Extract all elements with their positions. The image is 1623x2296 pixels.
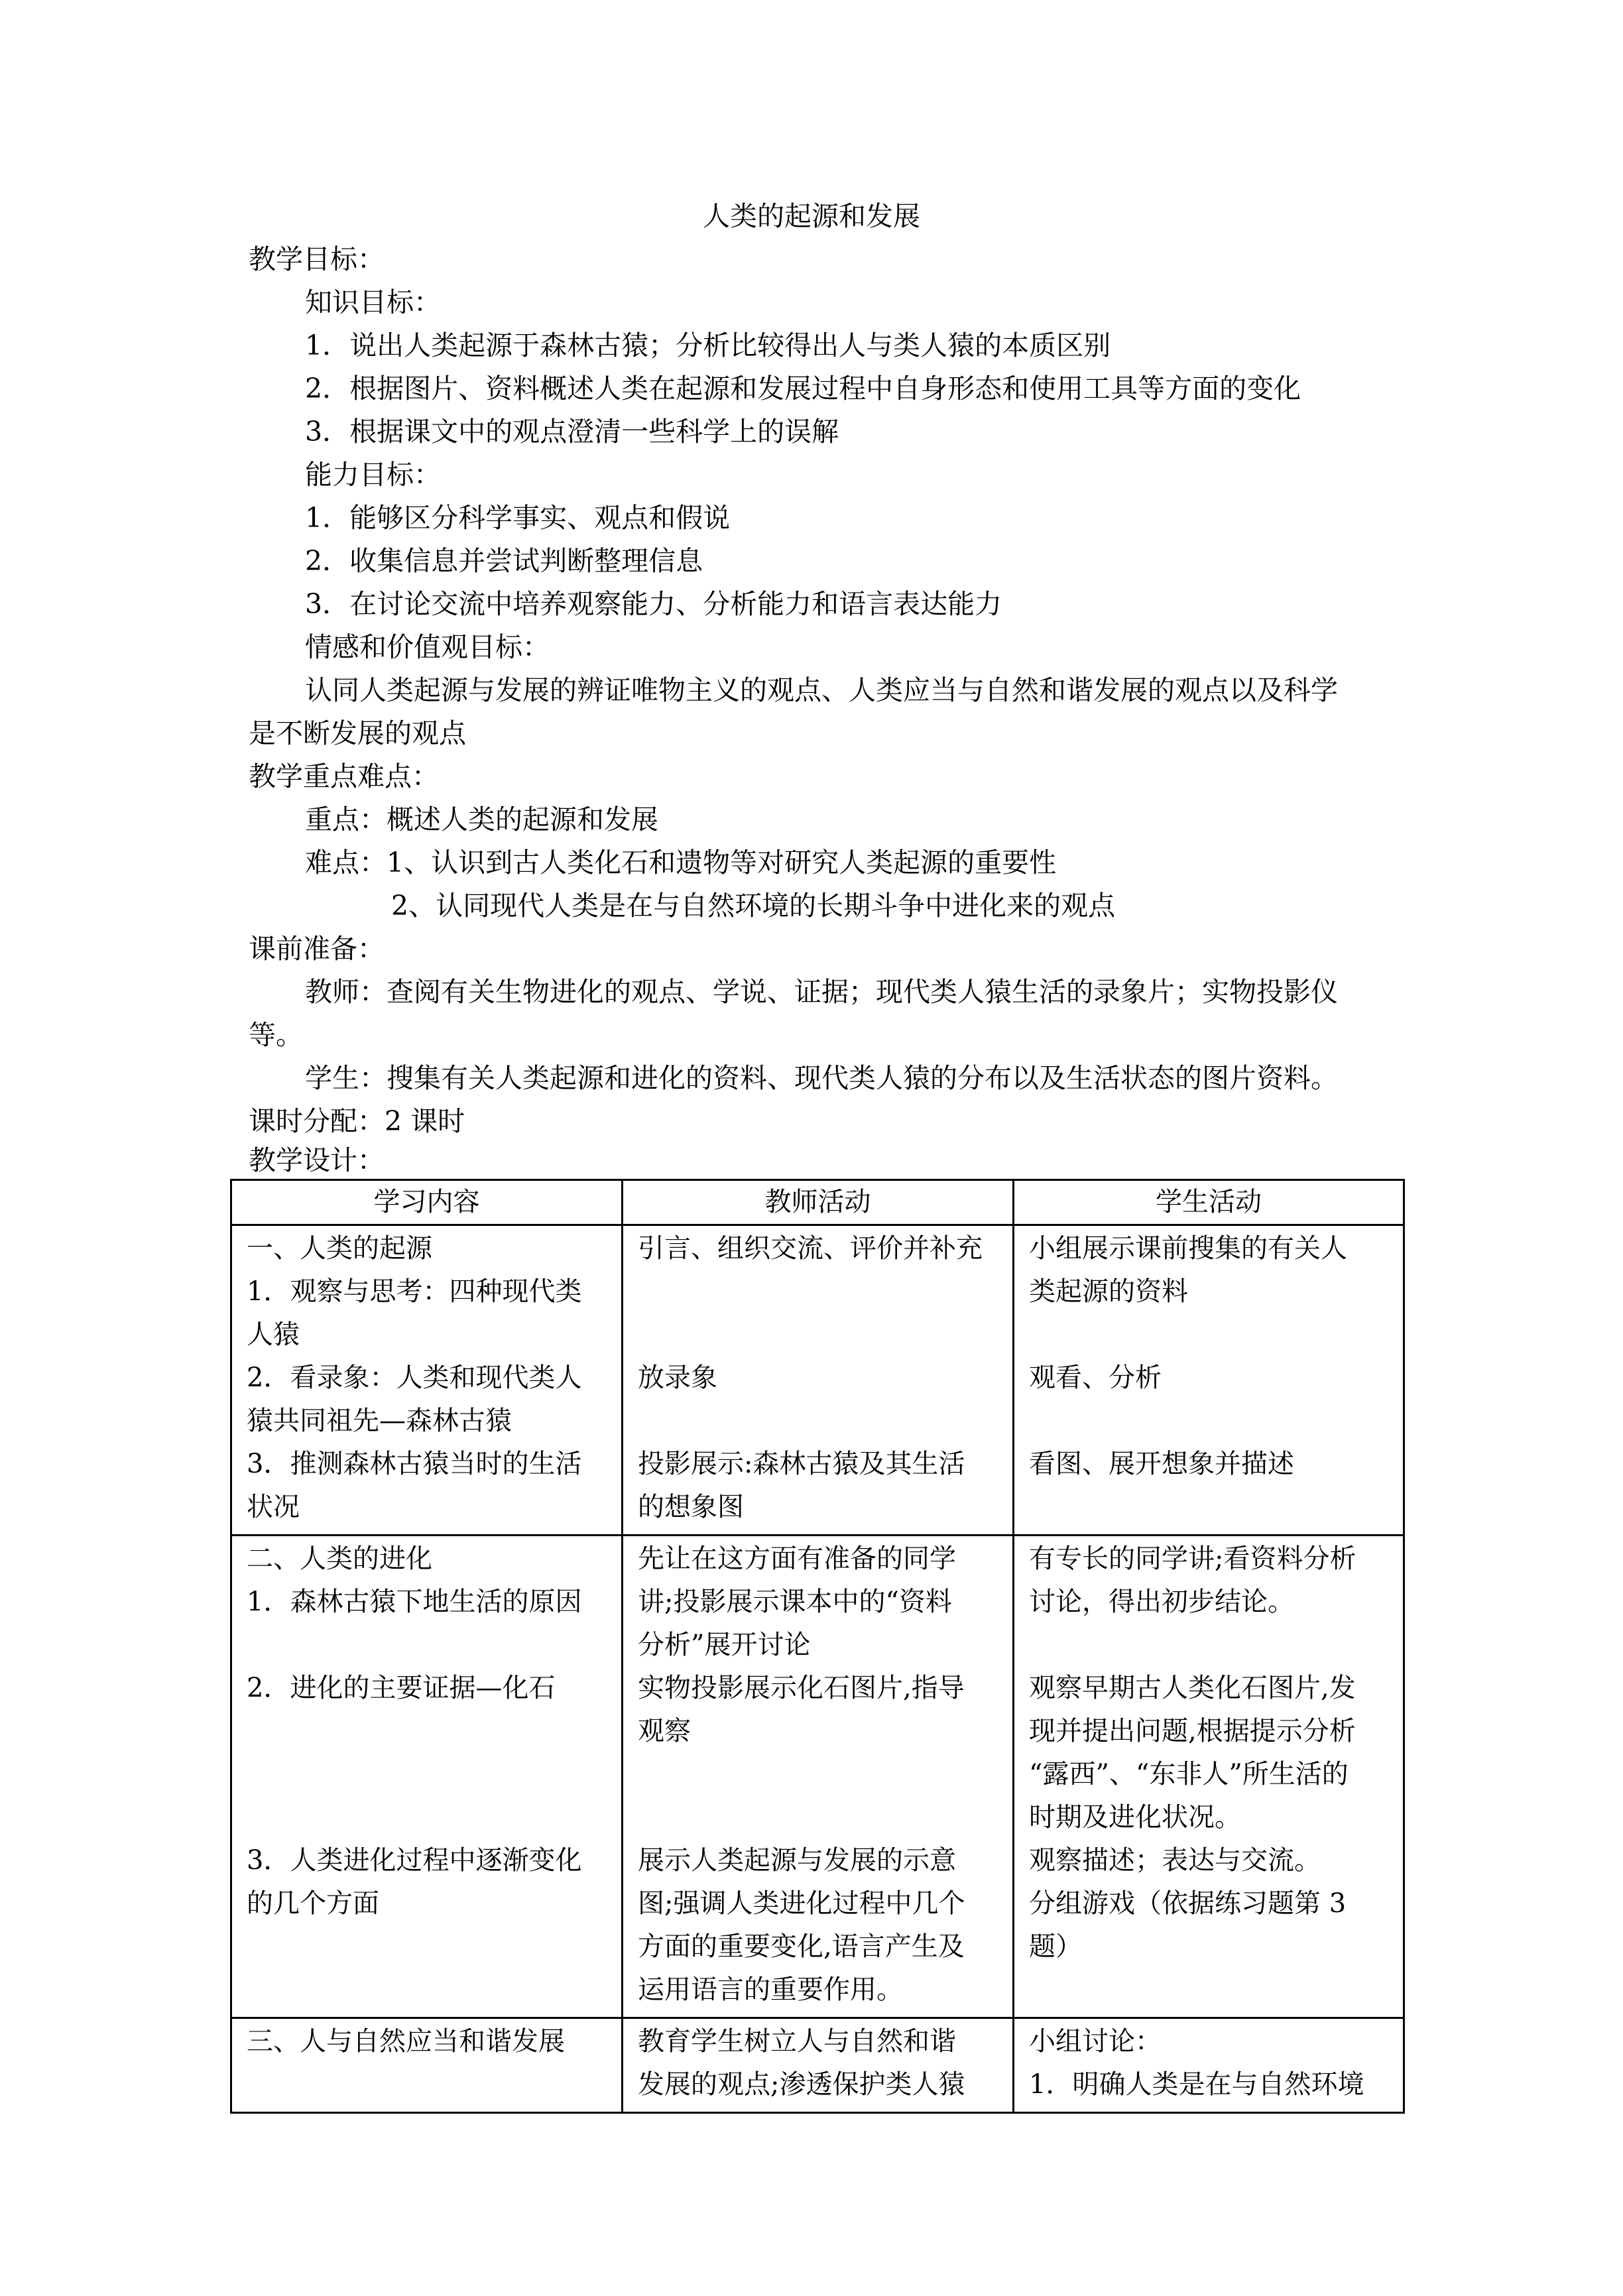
knowledge-item-2: 2．根据图片、资料概述人类在起源和发展过程中自身形态和使用工具等方面的变化 [305,373,1301,404]
cell-content [231,1536,623,2018]
header-student: 学生活动 [1014,1180,1404,1225]
document-title: 人类的起源和发展 [703,200,920,232]
schedule: 课时分配：2 课时 [249,1105,465,1137]
ability-heading: 能力目标： [305,459,441,491]
cell-student [1014,1225,1404,1536]
ability-item-3: 3．在讨论交流中培养观察能力、分析能力和语言表达能力 [305,588,1002,620]
cell-text-line [247,2063,607,2106]
cell-text-line: 猿共同祖先—森林古猿 [247,1406,512,1436]
cell-text-line [638,1796,998,1839]
cell-text-line: 先让在这方面有准备的同学 [638,1543,956,1574]
table-header-row [231,1180,1404,1225]
cell-text-line: 人猿 [247,1319,300,1350]
cell-text-line: 观察描述；表达与交流。 [1029,1845,1321,1876]
table-row [231,1536,1404,2018]
table-row [231,1225,1404,1536]
keypoints-heading: 教学重点难点： [249,760,439,792]
cell-text-line: 放录象 [638,1362,717,1393]
ability-item-1: 1．能够区分科学事实、观点和假说 [305,502,731,534]
knowledge-item-1: 1．说出人类起源于森林古猿；分析比较得出人与类人猿的本质区别 [305,330,1111,361]
cell-text-line: 3．人类进化过程中逐渐变化 [247,1845,582,1876]
cell-text-line: 观察早期古人类化石图片,发 [1029,1673,1356,1703]
cell-content [231,2018,623,2113]
cell-text-line: 现并提出问题,根据提示分析 [1029,1716,1356,1746]
cell-text-line: 有专长的同学讲;看资料分析 [1029,1543,1356,1574]
cell-text-line: 2．看录象：人类和现代类人 [247,1362,582,1393]
cell-text-line [247,1925,607,1968]
cell-text-line: 实物投影展示化石图片,指导 [638,1673,965,1703]
cell-text-line: 方面的重要变化,语言产生及 [638,1931,965,1962]
keypoint-difficulty-1: 难点：1、认识到古人类化石和遗物等对研究人类起源的重要性 [305,847,1057,878]
emotion-text-line1: 认同人类起源与发展的辨证唯物主义的观点、人类应当与自然和谐发展的观点以及科学 [305,674,1338,706]
cell-text-line: 讲;投影展示课本中的“资料 [638,1587,952,1617]
cell-text-line [1029,1313,1388,1357]
cell-text-line: 小组展示课前搜集的有关人 [1029,1233,1347,1264]
objectives-heading: 教学目标： [249,243,385,275]
cell-content [231,1225,623,1536]
cell-text-line [638,1313,998,1357]
cell-text-line: 1．明确人类是在与自然环境 [1029,2069,1364,2100]
knowledge-item-3: 3．根据课文中的观点澄清一些科学上的误解 [305,416,839,448]
cell-text-line: 观察 [638,1716,691,1746]
cell-text-line: 教育学生树立人与自然和谐 [638,2026,956,2057]
cell-text-line: 图;强调人类进化过程中几个 [638,1888,965,1919]
cell-text-line: 观看、分析 [1029,1362,1162,1393]
cell-text-line [638,1400,998,1443]
cell-text-line: 二、人类的进化 [247,1543,432,1574]
cell-text-line [638,1270,998,1313]
cell-text-line: 分组游戏（依据练习题第 3 [1029,1888,1347,1919]
cell-teacher [623,1225,1014,1536]
table-row [231,2018,1404,2113]
cell-text-line: 展示人类起源与发展的示意 [638,1845,956,1876]
cell-text-line [1029,1400,1388,1443]
cell-text-line [1029,1968,1388,2012]
cell-student [1014,1536,1404,2018]
cell-text-line: 投影展示:森林古猿及其生活 [638,1449,965,1479]
cell-text-line [638,1753,998,1796]
cell-text-line: 2．进化的主要证据—化石 [247,1673,556,1703]
preparation-teacher-line1: 教师：查阅有关生物进化的观点、学说、证据；现代类人猿生活的录象片；实物投影仪 [305,976,1338,1008]
cell-text-line: 引言、组织交流、评价并补充 [638,1233,983,1264]
cell-text-line [1029,1624,1388,1667]
cell-text-line [247,1624,607,1667]
cell-text-line: 三、人与自然应当和谐发展 [247,2026,565,2057]
cell-text-line: 状况 [247,1492,300,1522]
cell-text-line: 发展的观点;渗透保护类人猿 [638,2069,965,2100]
emotion-heading: 情感和价值观目标： [305,631,550,663]
cell-text-line: 分析”展开讨论 [638,1630,811,1660]
cell-text-line [247,1753,607,1796]
cell-text-line: 1．观察与思考：四种现代类 [247,1276,582,1307]
preparation-teacher-line2: 等。 [249,1019,303,1051]
cell-text-line: 题） [1029,1931,1082,1962]
header-content: 学习内容 [231,1180,623,1225]
cell-text-line: 类起源的资料 [1029,1276,1188,1307]
cell-text-line: 讨论，得出初步结论。 [1029,1587,1294,1617]
preparation-heading: 课前准备： [249,933,385,965]
cell-text-line: 看图、展开想象并描述 [1029,1449,1294,1479]
cell-text-line: 一、人类的起源 [247,1233,432,1264]
design-table [230,1179,1405,2114]
cell-student [1014,2018,1404,2113]
cell-text-line: 的想象图 [638,1492,744,1522]
cell-text-line: 时期及进化状况。 [1029,1802,1241,1833]
cell-text-line: 3．推测森林古猿当时的生活 [247,1449,582,1479]
knowledge-heading: 知识目标： [305,286,441,318]
cell-text-line: 小组讨论： [1029,2026,1162,2057]
preparation-student: 学生：搜集有关人类起源和进化的资料、现代类人猿的分布以及生活状态的图片资料。 [305,1062,1338,1094]
emotion-text-line2: 是不断发展的观点 [249,717,466,749]
header-teacher: 教师活动 [623,1180,1014,1225]
cell-text-line [1029,1486,1388,1529]
cell-text-line [247,1968,607,2012]
keypoint-difficulty-2: 2、认同现代人类是在与自然环境的长期斗争中进化来的观点 [391,890,1116,922]
design-table-body [231,1225,1404,2113]
cell-text-line [247,1710,607,1753]
keypoint-key: 重点：概述人类的起源和发展 [305,804,658,835]
ability-item-2: 2．收集信息并尝试判断整理信息 [305,545,703,577]
cell-text-line: 1．森林古猿下地生活的原因 [247,1587,582,1617]
cell-text-line: 的几个方面 [247,1888,379,1919]
cell-teacher [623,2018,1014,2113]
cell-teacher [623,1536,1014,2018]
cell-text-line [247,1796,607,1839]
design-heading: 教学设计： [249,1144,385,1176]
cell-text-line: “露西”、“东非人”所生活的 [1029,1759,1349,1789]
cell-text-line: 运用语言的重要作用。 [638,1974,903,2005]
